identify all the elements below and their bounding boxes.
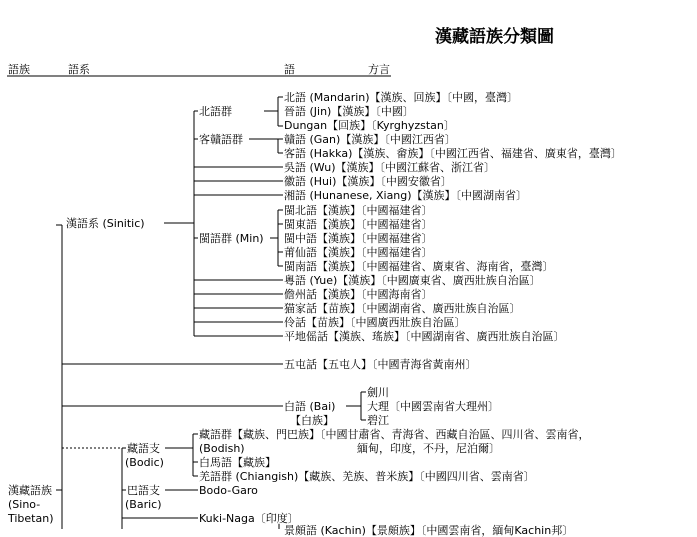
lang-item: 徽語 (Hui)【漢族】〔中國安徽省〕 — [284, 175, 452, 188]
lang-item: 贛語 (Gan)【漢族】〔中國江西省〕 — [284, 133, 456, 146]
lang-item: 客語 (Hakka)【漢族、畲族】〔中國江西省、福建省、廣東省，臺灣〕 — [284, 147, 622, 160]
lang-item: 閩南語【漢族】〔中國福建省、廣東省、海南省，臺灣〕 — [284, 260, 554, 273]
lang-baima: 白馬語【藏族】 — [199, 456, 276, 469]
baric-en: (Baric) — [125, 498, 162, 511]
lang-kuki: Kuki-Naga〔印度〕 — [199, 512, 299, 525]
lang-item: 閩中語【漢族】〔中國福建省〕 — [284, 232, 433, 245]
lang-item: 閩東語【漢族】〔中國福建省〕 — [284, 218, 433, 231]
header-branch: 語系 — [68, 63, 90, 76]
bai-dialect: 碧江 — [367, 414, 389, 427]
lang-item: 猫家話【苗族】〔中國湖南省、廣西壯族自治區〕 — [284, 302, 521, 315]
lang-item: 北語 (Mandarin)【漢族、回族】〔中國，臺灣〕 — [284, 91, 519, 104]
root-en-1: (Sino- — [8, 498, 41, 511]
lang-tibetan: 藏語群【藏族、門巴族】〔中國甘肅省、青海省、西藏自治區、四川省、雲南省， — [199, 428, 590, 441]
lang-qiang: 羌語群 (Chiangish)【藏族、羌族、普米族】〔中國四川省、雲南省〕 — [199, 470, 535, 483]
lang-item: 平地傜話【漢族、瑤族】〔中國湖南省、廣西壯族自治區〕 — [284, 330, 565, 343]
diagram-title: 漢藏語族分類圖 — [435, 27, 554, 47]
group-kegan: 客贛語群 — [199, 133, 243, 146]
lang-tibetan-en: (Bodish) — [199, 442, 245, 455]
sinitic-label: 漢語系 (Sinitic) — [66, 217, 145, 230]
lang-item: Dungan【回族】〔Kyrghyzstan〕 — [284, 119, 455, 132]
lang-bai: 白語 (Bai) — [284, 400, 336, 413]
lang-tibetan-cont: 緬甸，印度，不丹，尼泊爾〕 — [357, 442, 500, 455]
lang-item: 粵語 (Yue)【漢族】〔中國廣東省、廣西壯族自治區〕 — [284, 274, 541, 287]
bai-dialect: 大理〔中國雲南省大理州〕 — [367, 400, 499, 413]
lang-jingpo: 景頗語 (Kachin)【景頗族】〔中國雲南省，緬甸Kachin邦〕 — [284, 524, 574, 537]
header-dialect: 方言 — [368, 63, 390, 76]
root-en-2: Tibetan) — [8, 512, 54, 525]
header-language: 語 — [284, 63, 295, 76]
lang-item: 湘語 (Hunanese, Xiang)【漢族】〔中國湖南省〕 — [284, 189, 528, 202]
lang-item: 儋州話【漢族】〔中國海南省〕 — [284, 288, 433, 301]
lang-item: 閩北語【漢族】〔中國福建省〕 — [284, 204, 433, 217]
header-family: 語族 — [8, 63, 30, 76]
lang-item: 莆仙語【漢族】〔中國福建省〕 — [284, 246, 433, 259]
lang-item: 晉語 (Jin)【漢族】〔中國〕 — [284, 105, 414, 118]
bai-people: 【白族】 — [290, 414, 334, 427]
bodic-label: 藏語支 — [127, 442, 160, 455]
group-north: 北語群 — [199, 105, 232, 118]
root-label: 漢藏語族 — [8, 484, 52, 497]
group-min: 閩語群 (Min) — [199, 232, 264, 245]
baric-label: 巴語支 — [127, 484, 160, 497]
lang-bodo: Bodo-Garo — [199, 484, 258, 497]
lang-wutun: 五屯話【五屯人】〔中國青海省黃南州〕 — [284, 358, 477, 371]
lang-item: 吳語 (Wu)【漢族】〔中國江蘇省、浙江省〕 — [284, 161, 496, 174]
bodic-en: (Bodic) — [125, 456, 164, 469]
lang-item: 伶話【苗族】〔中國廣西壯族自治區〕 — [284, 316, 466, 329]
bai-dialect: 劍川 — [367, 386, 389, 399]
